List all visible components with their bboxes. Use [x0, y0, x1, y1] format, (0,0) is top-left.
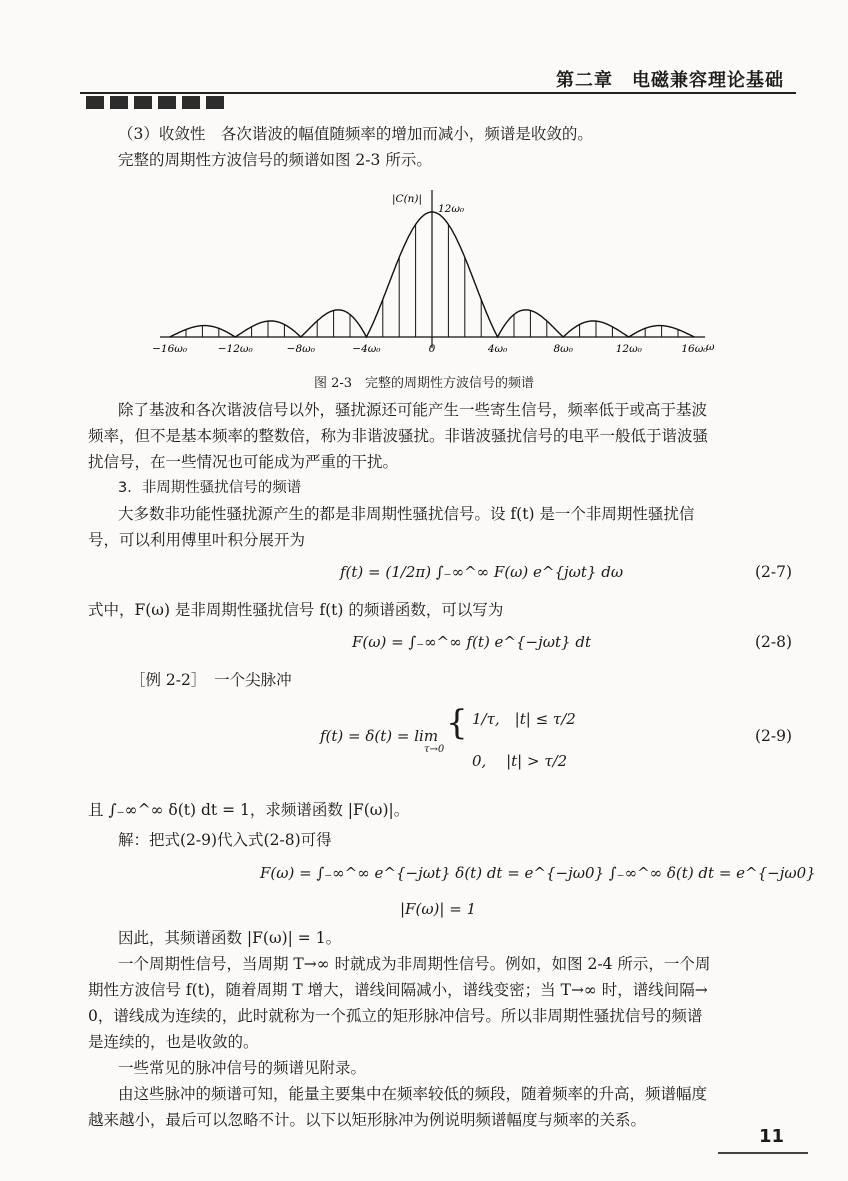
- x-axis-label: ω: [706, 341, 715, 353]
- paragraph-line: 扰信号，在一些情况也可能成为严重的干扰。: [88, 453, 399, 471]
- chapter-title: 第二章 电磁兼容理论基础: [556, 70, 784, 91]
- equation-number: (2-7): [754, 563, 792, 581]
- tick-labels: [152, 343, 708, 355]
- tick-label: −8ω₀: [286, 343, 315, 355]
- tick-label: 16ω₀: [681, 343, 708, 355]
- spectrum-figure: [150, 182, 720, 362]
- equation-number: (2-8): [754, 633, 792, 651]
- example-heading: ［例 2-2］ 一个尖脉冲: [130, 671, 292, 689]
- paragraph-line: 越来越小，最后可以忽略不计。以下以矩形脉冲为例说明频谱幅度与频率的关系。: [88, 1111, 647, 1129]
- y-axis-label: |C(n)|: [392, 193, 423, 205]
- tick-label: −12ω₀: [217, 343, 253, 355]
- convergence-text: （3）收敛性 各次谐波的幅值随频率的增加而减小，频谱是收敛的。: [118, 125, 593, 143]
- solution-magnitude: |F(ω)| = 1: [400, 900, 477, 918]
- tick-label: −16ω₀: [152, 343, 188, 355]
- figure-caption: 图 2-3 完整的周期性方波信号的频谱: [313, 376, 535, 391]
- equation-2-9-case1: 1/τ, |t| ≤ τ/2: [472, 710, 576, 728]
- header-rule: [80, 92, 796, 94]
- paragraph-line: 频率，但不是基本频率的整数倍，称为非谐波骚扰。非谐波骚扰信号的电平一般低于谐波骚: [88, 427, 709, 445]
- paragraph-line: 式中，F(ω) 是非周期性骚扰信号 f(t) 的频谱函数，可以写为: [88, 601, 504, 619]
- page-number: 11: [758, 1126, 784, 1147]
- tick-label: 4ω₀: [487, 343, 508, 355]
- equation-2-9-case2: 0, |t| > τ/2: [472, 752, 568, 770]
- tick-label: 8ω₀: [553, 343, 573, 355]
- paragraph-line: 由这些脉冲的频谱可知，能量主要集中在频率较低的频段，随着频率的升高，频谱幅度: [118, 1085, 708, 1103]
- paragraph-line: 号，可以利用傅里叶积分展开为: [88, 531, 306, 549]
- paragraph-line: 因此，其频谱函数 |F(ω)| = 1。: [118, 929, 342, 947]
- equation-2-9-limit: τ→0: [424, 744, 445, 755]
- page-number-rule: [718, 1152, 808, 1154]
- header-decoration: [86, 96, 224, 109]
- solution-equation: F(ω) = ∫₋∞^∞ e^{−jωt} δ(t) dt = e^{−jω0} ∫₋∞^∞ δ(t) dt = e^{−jω0}: [260, 864, 816, 882]
- equation-2-9-lhs: f(t) = δ(t) = lim: [320, 727, 439, 745]
- paragraph-line: 除了基波和各次谐波信号以外，骚扰源还可能产生一些寄生信号，频率低于或高于基波: [118, 401, 708, 419]
- paragraph-line: 是连续的，也是收敛的。: [88, 1033, 259, 1051]
- equation-number: (2-9): [754, 727, 792, 745]
- solution-line: 解：把式(2-9)代入式(2-8)可得: [118, 831, 332, 849]
- figure-intro-text: 完整的周期性方波信号的频谱如图 2-3 所示。: [118, 151, 432, 169]
- equation-2-8: F(ω) = ∫₋∞^∞ f(t) e^{−jωt} dt: [352, 633, 591, 651]
- tick-label: −4ω₀: [352, 343, 381, 355]
- paragraph-line: 期性方波信号 f(t)，随着周期 T 增大，谱线间隔减小，谱线变密；当 T→∞ 时，谱线间隔→: [88, 981, 708, 999]
- section-heading: 3．非周期性骚扰信号的频谱: [118, 480, 302, 496]
- paragraph-line: 一些常见的脉冲信号的频谱见附录。: [118, 1059, 367, 1077]
- paragraph-line: 一个周期性信号，当周期 T→∞ 时就成为非周期性信号。例如，如图 2-4 所示，一个周: [118, 955, 711, 973]
- tick-label: 0: [428, 343, 436, 355]
- paragraph-line: 大多数非功能性骚扰源产生的都是非周期性骚扰信号。设 f(t) 是一个非周期性骚扰信: [118, 505, 695, 523]
- peak-label: 12ω₀: [438, 203, 465, 215]
- paragraph-line: 0，谱线成为连续的，此时就称为一个孤立的矩形脉冲信号。所以非周期性骚扰信号的频谱: [88, 1007, 703, 1025]
- paragraph-line: 且 ∫₋∞^∞ δ(t) dt = 1，求频谱函数 |F(ω)|。: [88, 801, 410, 819]
- tick-label: 12ω₀: [615, 343, 642, 355]
- equation-2-7: f(t) = (1/2π) ∫₋∞^∞ F(ω) e^{jωt} dω: [340, 563, 624, 581]
- brace: {: [446, 703, 468, 743]
